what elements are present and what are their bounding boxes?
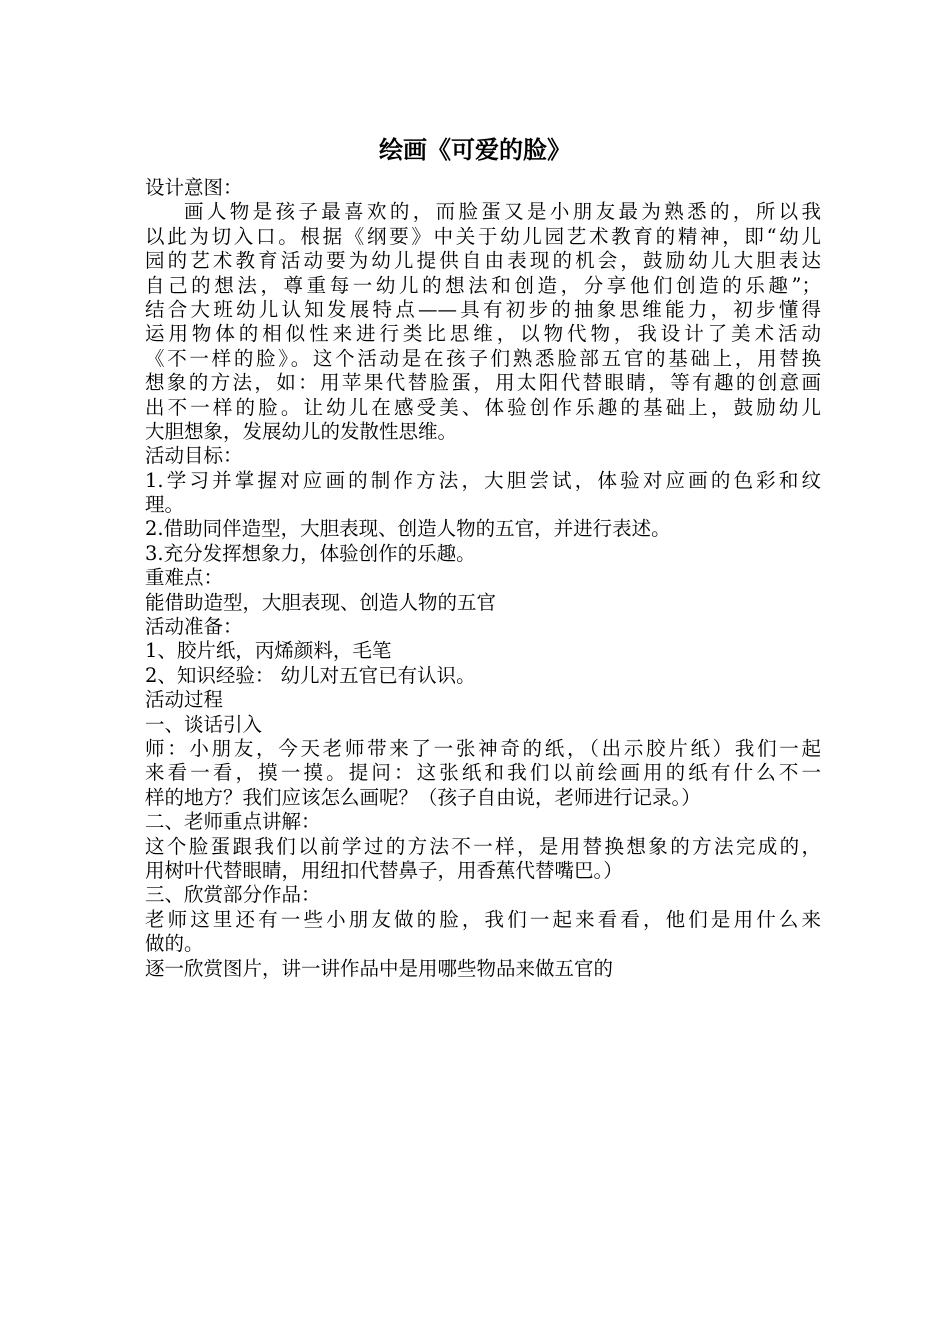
paragraph-line: 以此为切入口。根据《纲要》中关于幼儿园艺术教育的精神，即“幼儿 xyxy=(145,224,821,248)
goal-item: 2.借助同伴造型，大胆表现、创造人物的五官，并进行表述。 xyxy=(145,517,671,541)
key-points-text: 能借助造型，大胆表现、创造人物的五官 xyxy=(145,590,497,614)
paragraph-line: 运用物体的相似性来进行类比思维，以物代物，我设计了美术活动 xyxy=(145,322,821,346)
goal-item-continued: 理。 xyxy=(145,493,185,517)
paragraph-line: 来看一看，摸一摸。提问：这张纸和我们以前绘画用的纸有什么不一 xyxy=(145,761,821,785)
preparation-item: 2、知识经验： 幼儿对五官已有认识。 xyxy=(145,663,476,687)
heading-design-intent: 设计意图： xyxy=(145,176,243,199)
section-heading: 三、欣赏部分作品： xyxy=(145,883,321,907)
paragraph-line: 样的地方？我们应该怎么画呢？（孩子自由说，老师进行记录。） xyxy=(145,785,701,809)
paragraph-line: 大胆想象，发展幼儿的发散性思维。 xyxy=(145,419,458,443)
document-title: 绘画《可爱的脸》 xyxy=(379,136,571,164)
heading-activity-goals: 活动目标： xyxy=(145,444,243,468)
paragraph-line: 这个脸蛋跟我们以前学过的方法不一样，是用替换想象的方法完成的， xyxy=(145,834,821,858)
paragraph-line: 师：小朋友，今天老师带来了一张神奇的纸，（出示胶片纸）我们一起 xyxy=(145,736,821,760)
paragraph-line: 画人物是孩子最喜欢的，而脸蛋又是小朋友最为熟悉的，所以我 xyxy=(184,200,821,224)
paragraph-line: 自己的想法，尊重每一幼儿的想法和创造，分享他们创造的乐趣”； xyxy=(145,273,821,297)
paragraph-line: 想象的方法，如：用苹果代替脸蛋，用太阳代替眼睛，等有趣的创意画 xyxy=(145,371,821,395)
paragraph-line: 做的。 xyxy=(145,932,204,956)
paragraph-line: 逐一欣赏图片，讲一讲作品中是用哪些物品来做五官的 xyxy=(145,956,614,980)
goal-item: 1.学习并掌握对应画的制作方法，大胆尝试，体验对应画的色彩和纹 xyxy=(145,468,821,492)
paragraph-line: 出不一样的脸。让幼儿在感受美、体验创作乐趣的基础上，鼓励幼儿 xyxy=(145,395,821,419)
section-heading: 一、谈话引入 xyxy=(145,712,263,736)
paragraph-line: 老师这里还有一些小朋友做的脸，我们一起来看看，他们是用什么来 xyxy=(145,907,821,931)
paragraph-line: 用树叶代替眼睛，用纽扣代替鼻子，用香蕉代替嘴巴。） xyxy=(145,858,623,882)
paragraph-line: 园的艺术教育活动要为幼儿提供自由表现的机会，鼓励幼儿大胆表达 xyxy=(145,249,821,273)
section-heading: 二、老师重点讲解： xyxy=(145,810,321,834)
goal-item: 3.充分发挥想象力，体验创作的乐趣。 xyxy=(145,541,476,565)
heading-preparation: 活动准备： xyxy=(145,615,243,639)
heading-activity-process: 活动过程 xyxy=(145,688,224,712)
heading-key-points: 重难点： xyxy=(145,566,224,590)
document-body xyxy=(145,176,821,981)
preparation-item: 1、胶片纸，丙烯颜料，毛笔 xyxy=(145,639,392,663)
paragraph-line: 结合大班幼儿认知发展特点——具有初步的抽象思维能力，初步懂得 xyxy=(145,297,821,321)
paragraph-line: 《不一样的脸》。这个活动是在孩子们熟悉脸部五官的基础上，用替换 xyxy=(145,346,821,370)
